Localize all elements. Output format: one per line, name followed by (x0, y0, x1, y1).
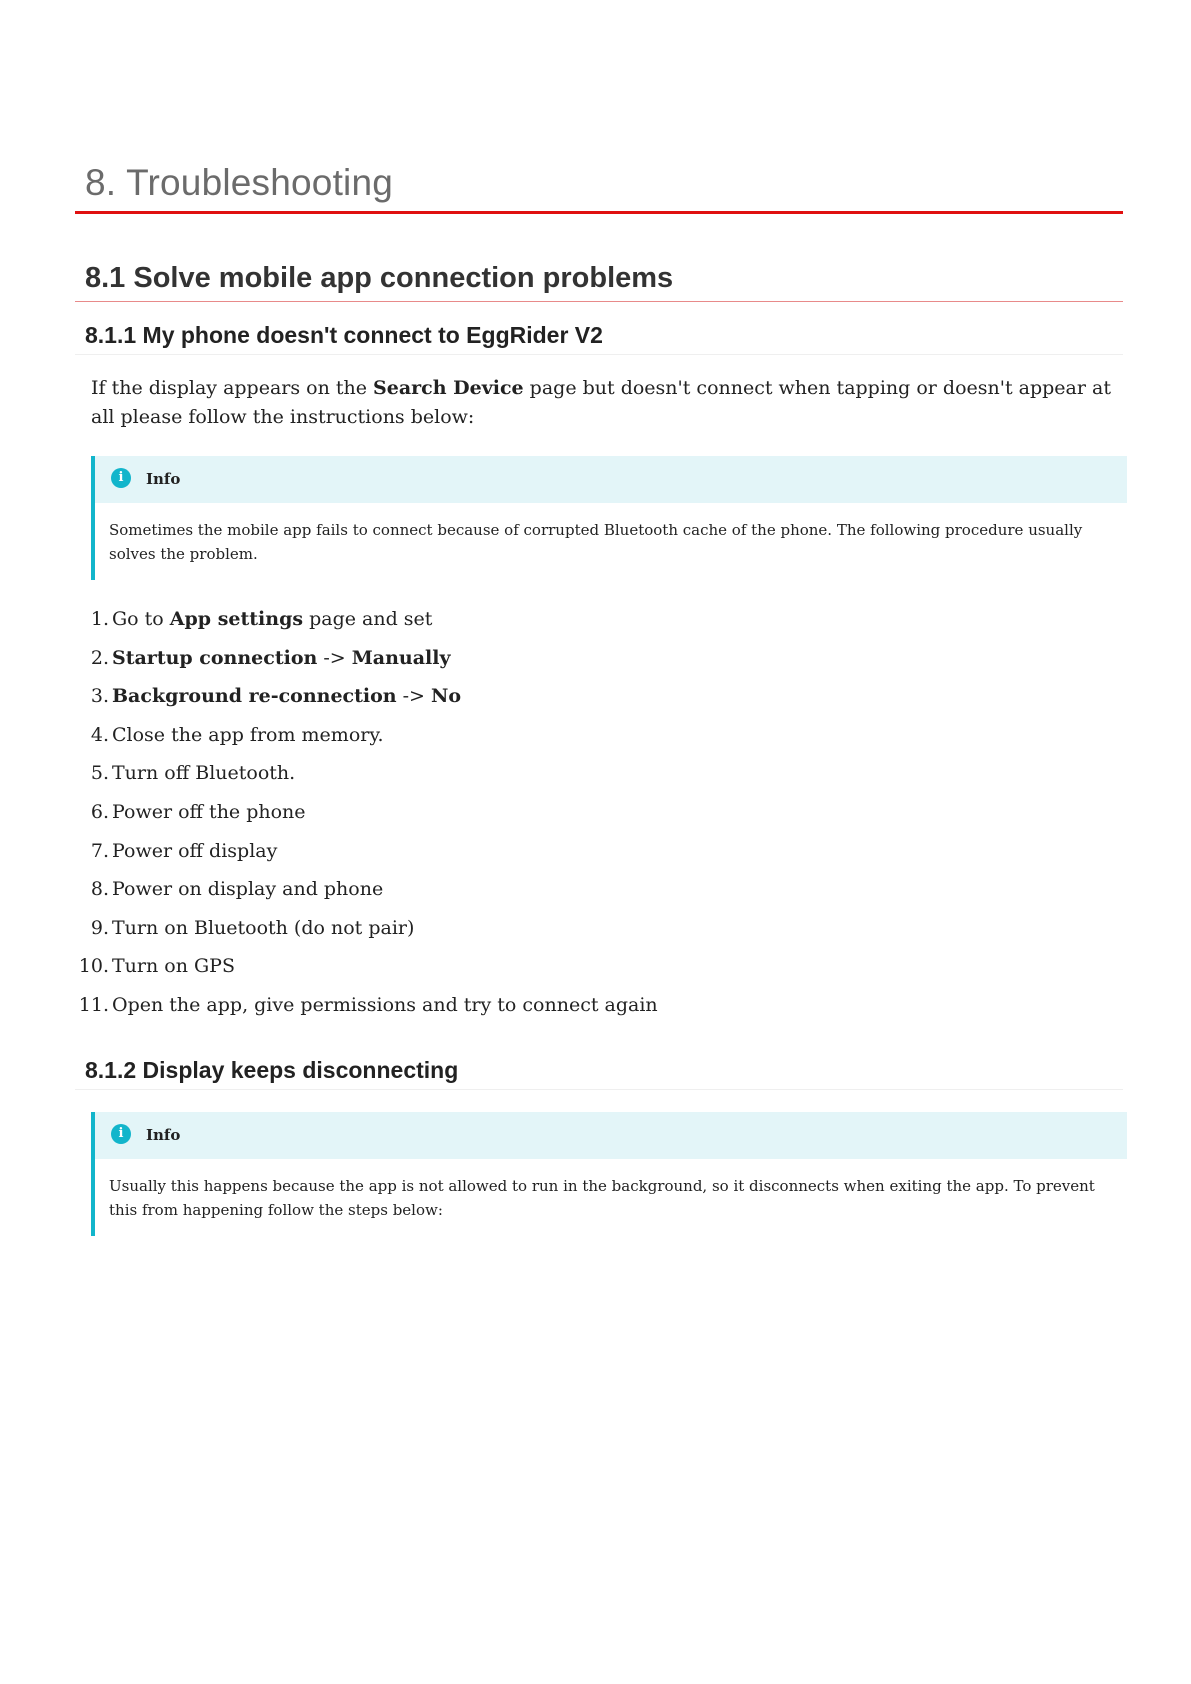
list-item-number: 1. (90, 608, 109, 630)
subsection-title-1-rule (75, 354, 1123, 355)
list-item-number: 2. (90, 646, 109, 669)
intro-paragraph: If the display appears on the Search Device page but doesn't connect when tapping or doesn't appear at all please follow the instructions below: (91, 377, 1111, 428)
list-item-text: Go to App settings page and set (112, 608, 433, 630)
list-item-text: Turn on Bluetooth (do not pair) (112, 916, 415, 939)
list-item (75, 793, 658, 832)
info-admonition-1 (91, 456, 1127, 580)
chapter-title-rule (75, 211, 1123, 214)
subsection-title-1: 8.1.1 My phone doesn't connect to EggRider V2 (85, 322, 603, 348)
list-item-text: Background re-connection -> No (112, 685, 462, 708)
admonition-title: Info (146, 470, 181, 488)
list-item-number: 6. (90, 800, 109, 823)
section-title-rule (75, 301, 1123, 302)
list-item-text: Open the app, give permissions and try to connect again (112, 993, 658, 1016)
list-item (75, 639, 658, 678)
list-item-text: Startup connection -> Manually (112, 646, 451, 669)
list-item (75, 677, 658, 716)
list-item-number: 5. (90, 762, 109, 785)
list-item-number: 4. (90, 723, 109, 746)
list-item-text: Power on display and phone (112, 878, 384, 901)
admonition-title: Info (146, 1126, 181, 1144)
list-item (75, 716, 658, 755)
list-item (75, 754, 658, 793)
info-icon: i (111, 1124, 131, 1144)
admonition-header (95, 456, 1127, 503)
list-item (75, 909, 658, 948)
list-item-number: 9. (90, 916, 109, 939)
subsection-title-2-rule (75, 1089, 1123, 1090)
list-item-text: Power off the phone (112, 800, 306, 823)
search-device-emphasis: Search Device (373, 377, 524, 399)
list-item (75, 870, 658, 909)
list-item-number: 10. (78, 955, 109, 978)
list-item-number: 11. (78, 993, 109, 1016)
admonition-header (95, 1112, 1127, 1159)
list-item (75, 832, 658, 871)
chapter-title: 8. Troubleshooting (85, 162, 394, 203)
info-icon: i (111, 468, 131, 488)
section-title: 8.1 Solve mobile app connection problems (85, 262, 674, 294)
list-item-number: 7. (90, 839, 109, 862)
list-item-text: Turn on GPS (112, 955, 235, 978)
list-item (75, 600, 658, 639)
list-item-number: 3. (90, 685, 109, 708)
list-item-text: Power off display (112, 839, 278, 862)
list-item-text: Turn off Bluetooth. (112, 762, 296, 785)
subsection-title-2: 8.1.2 Display keeps disconnecting (85, 1057, 459, 1083)
list-item-number: 8. (90, 878, 109, 901)
admonition-body: Sometimes the mobile app fails to connect because of corrupted Bluetooth cache of the phone. The following procedure usually solves the problem. (109, 521, 1083, 563)
list-item-text: Close the app from memory. (112, 723, 384, 746)
info-admonition-2 (91, 1112, 1127, 1236)
list-item (75, 947, 658, 986)
list-item (75, 986, 658, 1025)
troubleshooting-steps-list (75, 600, 658, 1025)
admonition-body: Usually this happens because the app is not allowed to run in the background, so it disconnects when exiting the app. To prevent this from happening follow the steps below: (109, 1177, 1095, 1219)
